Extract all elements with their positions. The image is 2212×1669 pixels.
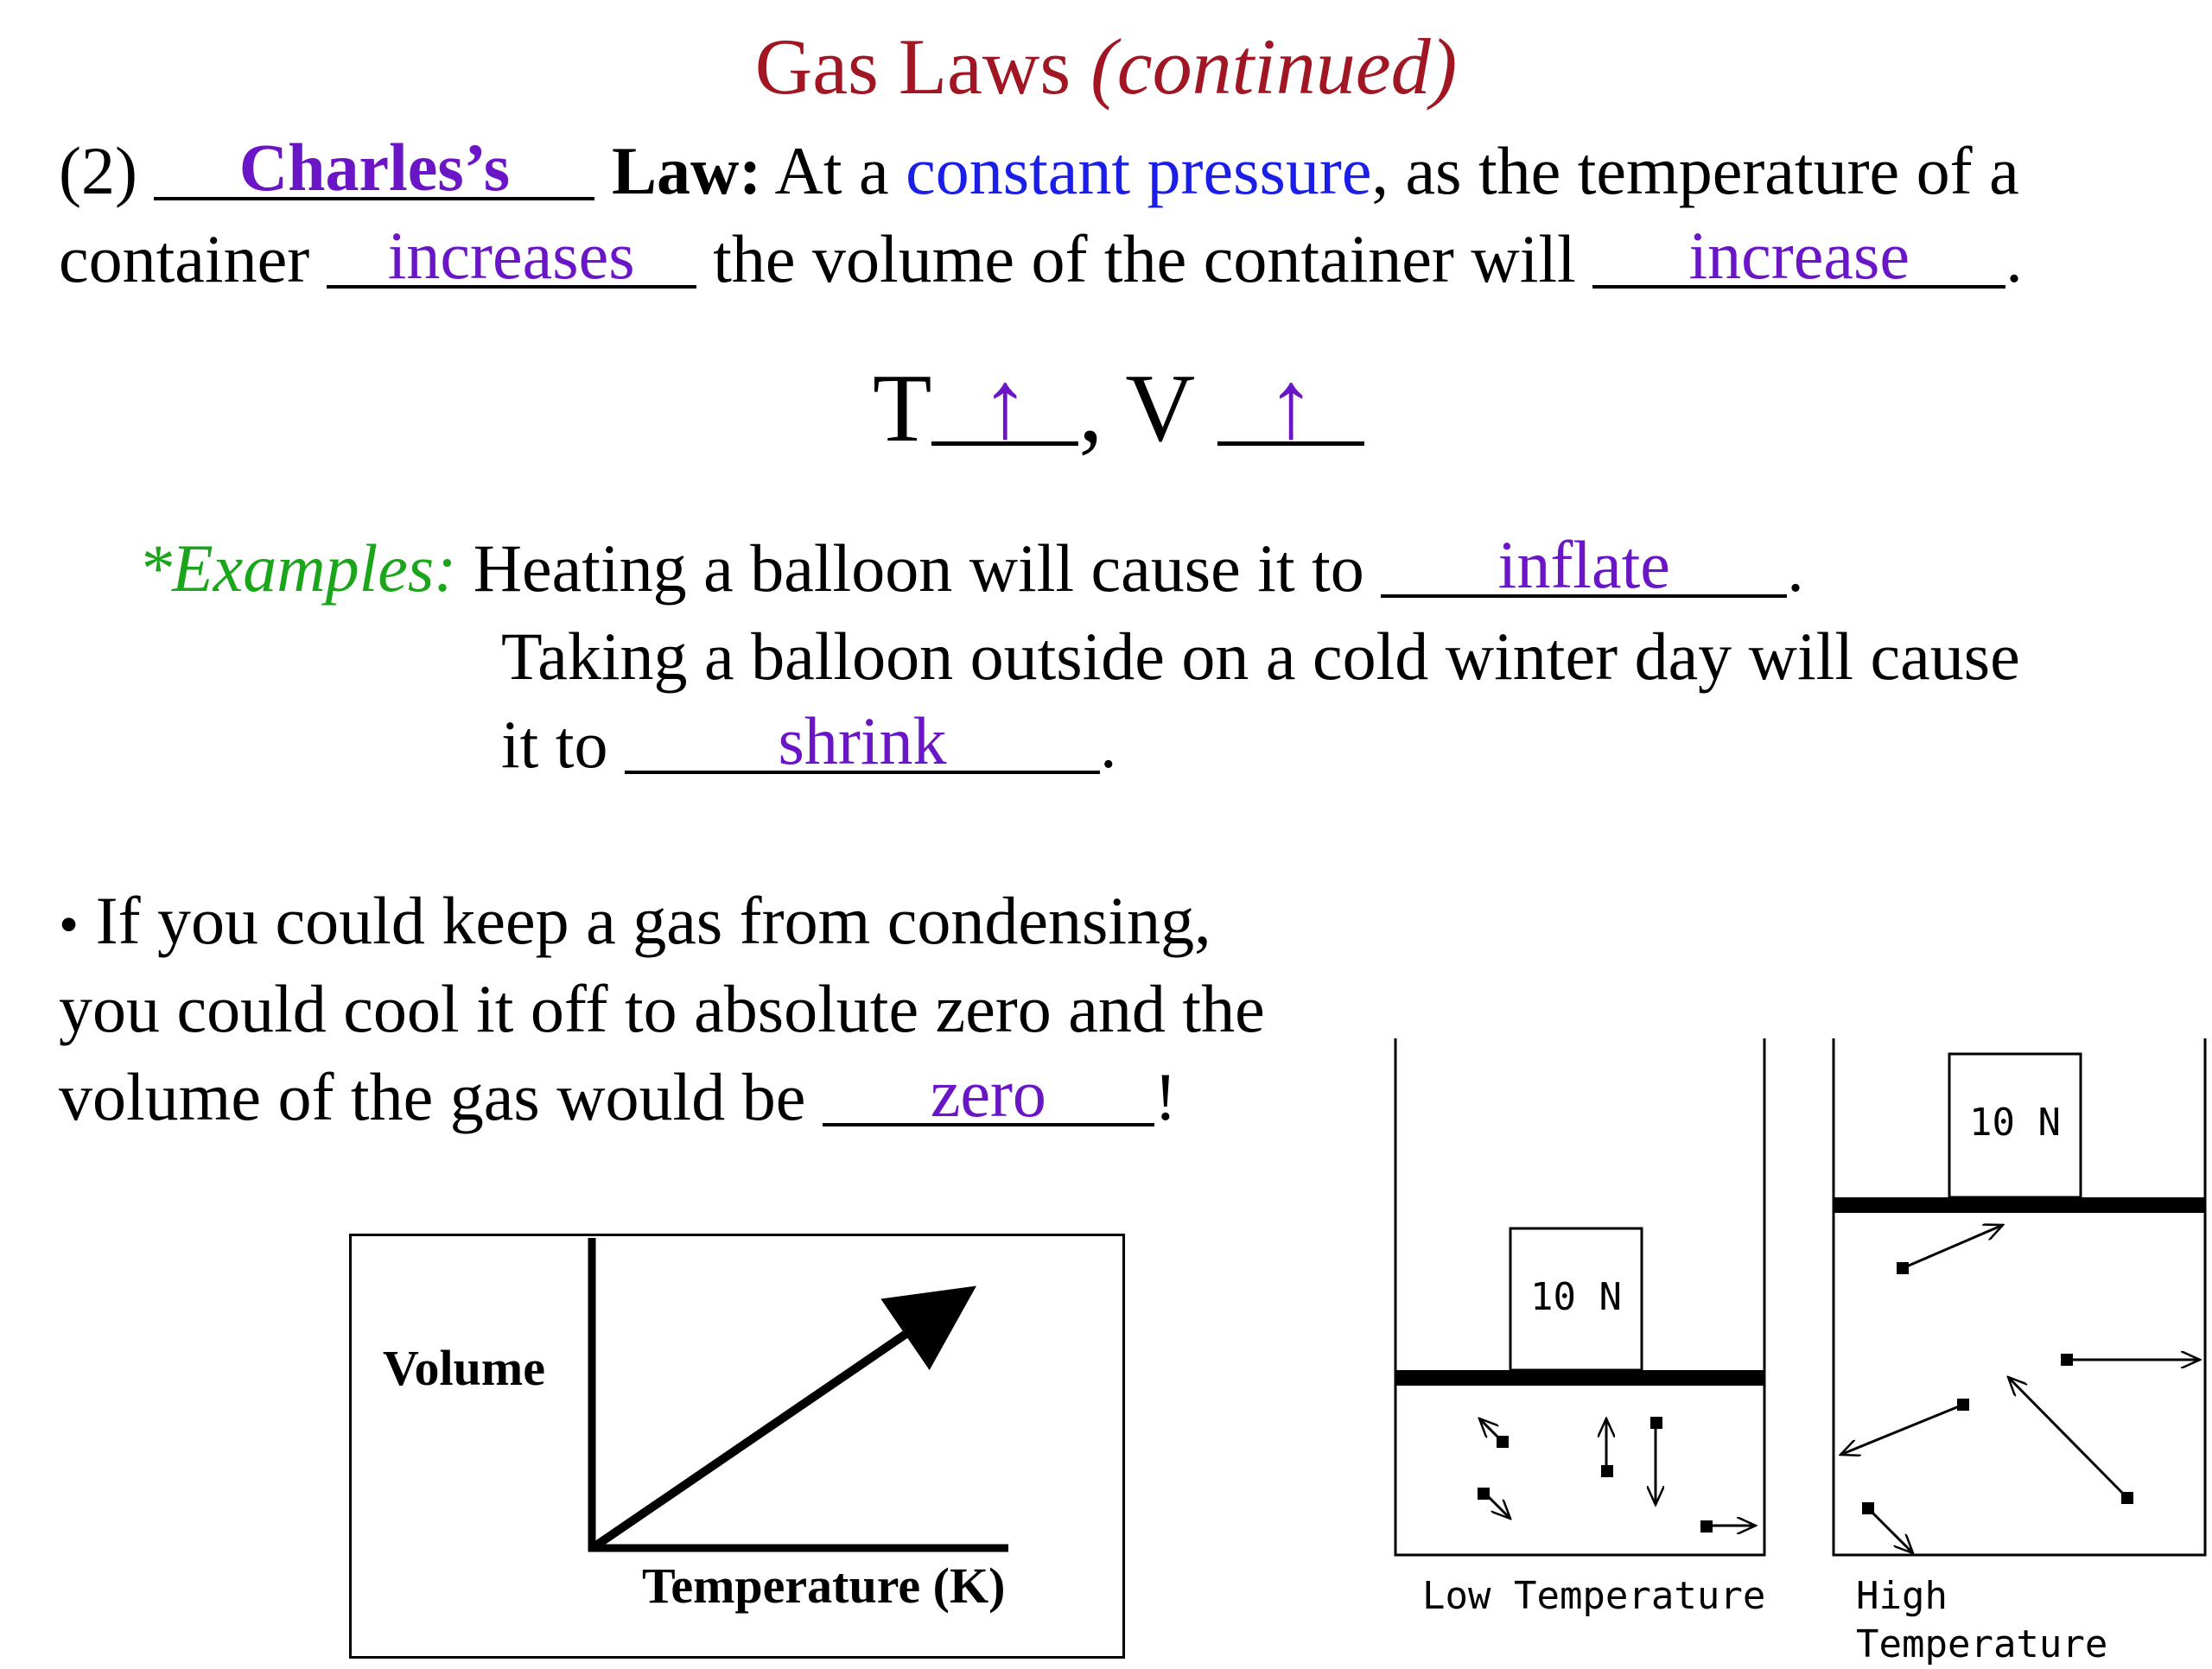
- law-name-blank: [154, 128, 594, 214]
- example-1-blank: [1381, 525, 1787, 612]
- example-1-text: Heating a balloon will cause it to: [473, 530, 1364, 606]
- example-line-2: [501, 613, 2020, 700]
- example-1-period: .: [1787, 530, 1804, 606]
- formula-comma: ,: [1078, 355, 1103, 462]
- zero-blank: [823, 1054, 1154, 1140]
- law-condition: constant pressure: [906, 133, 1372, 208]
- bullet-end: !: [1154, 1059, 1177, 1134]
- example-line-1: [138, 525, 1804, 612]
- piston-diagrams: [1382, 1028, 2212, 1650]
- law-name-answer: Charles’s: [238, 130, 511, 205]
- examples-label: *Examples:: [138, 530, 457, 606]
- formula-v-arrow: ↑: [1267, 352, 1316, 459]
- bullet-text-2: you could cool it off to absolute zero and the: [59, 971, 1265, 1046]
- law-text-after: , as the temperature of a: [1371, 133, 2019, 208]
- bullet-line-2: [59, 966, 1265, 1052]
- law-line2-mid: the volume of the container will: [713, 221, 1576, 296]
- bullet-text-1: If you could keep a gas from condensing,: [95, 883, 1211, 958]
- formula-v: V: [1125, 355, 1194, 462]
- temp-answer-blank: [327, 216, 696, 302]
- law-line-1: [59, 128, 2019, 214]
- example-line-3: [501, 701, 1117, 788]
- bullet-icon: •: [59, 893, 79, 956]
- example-2-answer: shrink: [778, 703, 947, 778]
- law-number: (2): [59, 133, 137, 208]
- title-main: Gas Laws: [754, 22, 1071, 111]
- volume-temperature-graph: [349, 1234, 1125, 1659]
- high-weight-label: 10 N: [1969, 1101, 2061, 1145]
- bullet-text-3: volume of the gas would be: [59, 1059, 806, 1134]
- graph-xlabel: Temperature (K): [642, 1558, 1006, 1614]
- example-1-answer: inflate: [1497, 527, 1670, 602]
- example-2-start: it to: [501, 707, 608, 782]
- low-piston: [1395, 1370, 1764, 1386]
- page-title: [0, 19, 2212, 114]
- volume-answer-blank: [1592, 216, 2005, 302]
- law-period: .: [2005, 221, 2023, 296]
- formula-t-blank: [931, 352, 1078, 465]
- example-2-period: .: [1100, 707, 1117, 782]
- law-line-2: [59, 216, 2023, 302]
- law-line2-start: container: [59, 221, 310, 296]
- title-sub: (continued): [1090, 22, 1458, 111]
- bullet-line-1: [59, 878, 1211, 968]
- graph-trend-arrow: [594, 1305, 948, 1547]
- high-temperature-caption: High Temperature: [1856, 1574, 2108, 1666]
- example-2-text: Taking a balloon outside on a cold winter day will cause: [501, 619, 2020, 694]
- low-weight-label: 10 N: [1530, 1275, 1622, 1319]
- example-2-blank: [625, 701, 1100, 788]
- law-text-before: At a: [774, 133, 889, 208]
- law-word: Law:: [611, 133, 762, 208]
- bullet-line-3: [59, 1054, 1177, 1140]
- zero-answer: zero: [930, 1056, 1046, 1131]
- graph-ylabel: Volume: [383, 1340, 545, 1396]
- volume-answer: increase: [1688, 218, 1910, 293]
- formula-t: T: [873, 355, 932, 462]
- formula-v-blank: [1217, 352, 1364, 465]
- formula-t-arrow: ↑: [981, 352, 1030, 459]
- formula: [873, 352, 1364, 465]
- high-piston: [1834, 1197, 2205, 1213]
- temp-answer: increases: [387, 218, 635, 293]
- low-temperature-caption: Low Temperature: [1422, 1574, 1766, 1618]
